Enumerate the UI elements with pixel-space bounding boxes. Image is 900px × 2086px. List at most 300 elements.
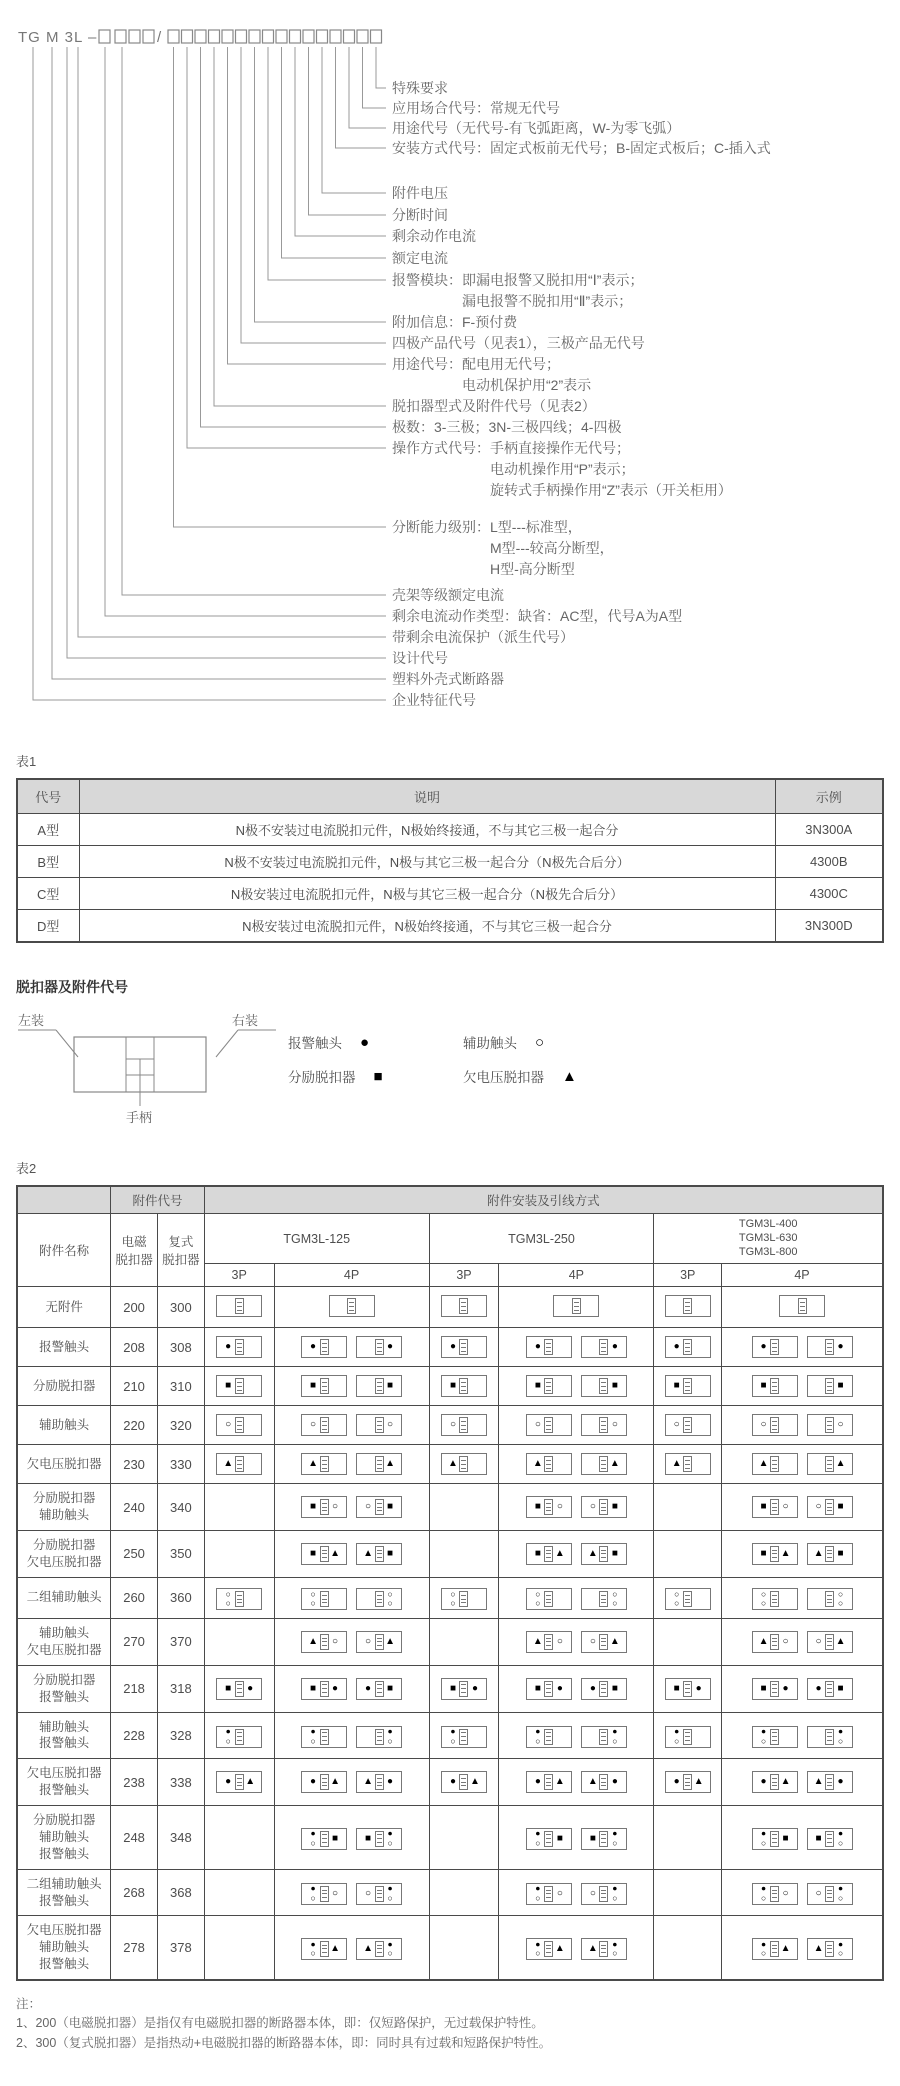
compound-code-cell: 320 (157, 1406, 204, 1445)
symbol-zone (307, 1376, 320, 1396)
breaker-diagram (526, 1414, 572, 1436)
accessory-code-table (16, 1185, 884, 1981)
handle-icon (320, 1681, 329, 1697)
mounting-diagram-cell (429, 1367, 499, 1406)
handle-icon (683, 1591, 692, 1607)
mounting-diagram-cell (274, 1531, 429, 1578)
handle-icon (825, 1831, 834, 1847)
symbol-zone (329, 1829, 342, 1849)
symbol-zone (586, 1589, 599, 1609)
handle-icon (599, 1774, 608, 1790)
diagram-group (526, 1375, 627, 1397)
symbol-zone (692, 1727, 705, 1747)
symbol-zone (608, 1415, 621, 1435)
handle-icon (798, 1298, 807, 1314)
electromagnetic-code-cell: 200 (111, 1287, 158, 1328)
mounting-diagram-cell (654, 1916, 722, 1980)
symbol-zone (531, 1337, 544, 1357)
designation-label: 旋转式手柄操作用“Z”表示（开关柜用） (490, 482, 732, 498)
undervoltage-release-symbol: ▲ (532, 1635, 543, 1647)
shunt-release-symbol: ■ (611, 1501, 618, 1513)
alarm-contact-symbol: ● (556, 1682, 563, 1694)
alarm-contact-symbol: ● (760, 1938, 767, 1949)
compound-code-cell: 340 (157, 1484, 204, 1531)
handle-icon (375, 1941, 384, 1957)
handle-icon (825, 1941, 834, 1957)
mounting-diagram-cell (204, 1445, 274, 1484)
mounting-diagram-cell (499, 1445, 654, 1484)
aux-contact-symbol: ○ (612, 1588, 618, 1599)
mounting-diagram-cell (722, 1484, 883, 1531)
diagram-group (752, 1678, 853, 1700)
designation-label: 企业特征代号 (392, 692, 476, 708)
shunt-release-symbol: ■ (225, 1682, 232, 1694)
handle-icon (375, 1456, 384, 1472)
breaker-diagram (752, 1828, 798, 1850)
accessory-symbol-legend (288, 1025, 673, 1093)
diagram-group (301, 1883, 402, 1905)
compound-code-cell: 328 (157, 1712, 204, 1759)
symbol-zone (362, 1415, 375, 1435)
diagram-group (526, 1726, 627, 1748)
handle-icon (683, 1378, 692, 1394)
aux-contact-symbol: ○ (673, 1419, 680, 1431)
symbol-zone (670, 1337, 683, 1357)
symbol-zone (531, 1679, 544, 1699)
breaker-diagram (752, 1726, 798, 1748)
aux-contact-symbol: ○ (387, 1947, 393, 1958)
undervoltage-release-symbol: ▲ (363, 1547, 374, 1559)
symbol-zone (307, 1727, 320, 1747)
symbol-zone (307, 1497, 320, 1517)
symbol-zone (468, 1337, 481, 1357)
aux-contact-symbol: ○ (674, 1588, 680, 1599)
compound-code-cell: 360 (157, 1577, 204, 1618)
handle-icon (544, 1339, 553, 1355)
aux-contact-symbol: ○ (815, 1501, 822, 1513)
breaker-diagram (807, 1631, 853, 1653)
symbol-zone (586, 1884, 599, 1904)
handle-icon (599, 1456, 608, 1472)
mounting-diagram-cell (499, 1484, 654, 1531)
handle-icon (320, 1546, 329, 1562)
breaker-diagram (301, 1453, 347, 1475)
aux-contact-symbol: ○ (760, 1837, 767, 1848)
handle-icon (320, 1831, 329, 1847)
aux-contact-symbol: ○ (815, 1887, 822, 1899)
handle-icon (825, 1591, 834, 1607)
symbol-zone (531, 1939, 544, 1959)
left-mount-label: 左装 (18, 1013, 45, 1028)
aux-contact-symbol: ○ (535, 1033, 545, 1051)
undervoltage-release-symbol: ▲ (693, 1776, 704, 1788)
undervoltage-release-symbol: ▲ (330, 1547, 341, 1559)
shunt-release-symbol: ■ (673, 1380, 680, 1392)
symbol-zone (812, 1497, 825, 1517)
shunt-release-symbol: ■ (760, 1547, 767, 1559)
diagram-group (441, 1295, 487, 1317)
symbol-zone (807, 1296, 820, 1316)
alarm-contact-symbol: ● (310, 1883, 316, 1894)
variant-code-cell: A型 (17, 814, 79, 846)
handle-icon (375, 1681, 384, 1697)
diagram-group (779, 1295, 825, 1317)
mounting-diagram-cell (429, 1328, 499, 1367)
symbol-zone (586, 1454, 599, 1474)
symbol-zone (384, 1454, 397, 1474)
handle-icon (544, 1417, 553, 1433)
alarm-contact-symbol: ● (612, 1883, 618, 1894)
release-type-header: 电磁 脱扣器 (111, 1214, 158, 1287)
diagram-group (526, 1678, 627, 1700)
table-row (17, 1712, 883, 1759)
handle-icon (320, 1729, 329, 1745)
symbol-zone (834, 1589, 847, 1609)
symbol-zone (757, 1884, 770, 1904)
designation-label: 漏电报警不脱扣用“Ⅱ”表示； (462, 293, 633, 309)
symbol-zone (586, 1679, 599, 1699)
mounting-diagram-cell (429, 1759, 499, 1806)
alarm-contact-symbol: ● (471, 1682, 478, 1694)
aux-contact-symbol: ○ (387, 1419, 394, 1431)
symbol-zone (446, 1727, 459, 1747)
undervoltage-release-symbol: ▲ (587, 1942, 598, 1954)
diagram-group (301, 1726, 402, 1748)
handle-icon (599, 1831, 608, 1847)
aux-contact-symbol: ○ (760, 1892, 767, 1903)
breaker-diagram (752, 1883, 798, 1905)
symbol-zone (531, 1415, 544, 1435)
symbol-zone (384, 1632, 397, 1652)
handle-icon (683, 1339, 692, 1355)
alarm-contact-symbol: ● (782, 1682, 789, 1694)
diagram-group (441, 1771, 487, 1793)
breaker-diagram (356, 1938, 402, 1960)
mounting-diagram-cell (429, 1484, 499, 1531)
mounting-diagram-cell (274, 1869, 429, 1916)
symbol-zone (244, 1772, 257, 1792)
diagram-group (752, 1938, 853, 1960)
breaker-diagram (356, 1453, 402, 1475)
symbol-zone (779, 1727, 792, 1747)
symbol-zone (779, 1376, 792, 1396)
handle-icon (320, 1774, 329, 1790)
breaker-diagram (301, 1883, 347, 1905)
handle-icon (599, 1681, 608, 1697)
designation-label: 安装方式代号：固定式板前无代号；B-固定式板后；C-插入式 (392, 140, 771, 156)
symbol-zone (307, 1589, 320, 1609)
designation-label: 极数：3-三极；3N-三极四线；4-四极 (392, 419, 622, 435)
designation-label: 操作方式代号：手柄直接操作无代号； (392, 440, 630, 456)
symbol-zone (244, 1337, 257, 1357)
diagram-group (752, 1631, 853, 1653)
shunt-release-symbol: ■ (310, 1380, 317, 1392)
breaker-diagram (665, 1453, 711, 1475)
frame-size-header: TGM3L-400 TGM3L-630 TGM3L-800 (654, 1214, 883, 1264)
accessory-name-cell: 分励脱扣器 欠电压脱扣器 (17, 1531, 111, 1578)
breaker-diagram (216, 1771, 262, 1793)
compound-code-cell: 300 (157, 1287, 204, 1328)
symbol-zone (222, 1727, 235, 1747)
undervoltage-release-symbol: ▲ (813, 1776, 824, 1788)
symbol-zone (222, 1337, 235, 1357)
table-row (17, 1287, 883, 1328)
shunt-release-symbol: ■ (332, 1832, 339, 1844)
diagram-group (441, 1678, 487, 1700)
mounting-diagram-cell (274, 1712, 429, 1759)
diagram-group (752, 1453, 853, 1475)
symbol-zone (446, 1589, 459, 1609)
handle-icon (599, 1546, 608, 1562)
breaker-diagram (807, 1938, 853, 1960)
handle-label: 手柄 (126, 1110, 153, 1125)
mounting-diagram-cell (204, 1712, 274, 1759)
symbol-zone (384, 1727, 397, 1747)
alarm-contact-symbol: ● (387, 1726, 393, 1737)
alarm-contact-symbol: ● (247, 1682, 254, 1694)
symbol-zone (834, 1454, 847, 1474)
shunt-release-symbol: ■ (760, 1682, 767, 1694)
aux-contact-symbol: ○ (556, 1501, 563, 1513)
mounting-diagram-cell (429, 1916, 499, 1980)
handle-icon (459, 1298, 468, 1314)
designation-label: 额定电流 (392, 250, 448, 266)
mounting-diagram-cell (204, 1619, 274, 1666)
handle-icon (770, 1681, 779, 1697)
mounting-diagram-cell (274, 1759, 429, 1806)
mounting-diagram-cell (274, 1916, 429, 1980)
symbol-zone (362, 1454, 375, 1474)
designation-label: 带剩余电流保护（派生代号） (392, 629, 574, 645)
symbol-zone (779, 1415, 792, 1435)
symbol-zone (779, 1544, 792, 1564)
breaker-diagram (301, 1375, 347, 1397)
alarm-contact-symbol: ● (332, 1682, 339, 1694)
symbol-zone (586, 1376, 599, 1396)
shunt-release-symbol: ■ (387, 1547, 394, 1559)
alarm-contact-symbol: ● (310, 1776, 317, 1788)
table-row (17, 1869, 883, 1916)
designation-label: 剩余电流动作类型：缺省：AC型，代号A为A型 (392, 608, 683, 624)
diagram-group (301, 1453, 402, 1475)
handle-icon (235, 1681, 244, 1697)
handle-icon (320, 1417, 329, 1433)
aux-contact-symbol: ○ (450, 1598, 456, 1609)
handle-icon (235, 1774, 244, 1790)
alarm-contact-symbol: ● (310, 1938, 316, 1949)
aux-contact-symbol: ○ (782, 1501, 789, 1513)
handle-icon (770, 1941, 779, 1957)
alarm-contact-symbol: ● (612, 1938, 618, 1949)
symbol-zone (757, 1939, 770, 1959)
handle-icon (320, 1456, 329, 1472)
diagram-group (301, 1496, 402, 1518)
legend-item (463, 1025, 673, 1059)
accessory-name-cell: 报警触头 (17, 1328, 111, 1367)
table1-title: 表1 (16, 754, 37, 769)
symbol-zone (586, 1829, 599, 1849)
symbol-zone (812, 1376, 825, 1396)
diagram-group (441, 1588, 487, 1610)
pole-count-header: 4P (722, 1264, 883, 1287)
aux-contact-symbol: ○ (332, 1887, 339, 1899)
shunt-release-symbol: ■ (449, 1682, 456, 1694)
symbol-zone (757, 1497, 770, 1517)
symbol-zone (222, 1454, 235, 1474)
symbol-zone (779, 1679, 792, 1699)
accessory-mounting-block (16, 1007, 900, 1132)
pole-count-header: 3P (429, 1264, 499, 1287)
symbol-zone (468, 1589, 481, 1609)
diagram-group (752, 1375, 853, 1397)
symbol-zone (834, 1829, 847, 1849)
symbol-zone (670, 1679, 683, 1699)
handle-icon (320, 1886, 329, 1902)
undervoltage-release-symbol: ▲ (554, 1547, 565, 1559)
symbol-zone (779, 1829, 792, 1849)
table-row (17, 1328, 883, 1367)
symbol-zone (553, 1454, 566, 1474)
aux-contact-symbol: ○ (450, 1735, 456, 1746)
legend-item (463, 1059, 673, 1093)
diagram-group (526, 1453, 627, 1475)
symbol-zone (329, 1497, 342, 1517)
breaker-diagram (216, 1588, 262, 1610)
symbol-zone (307, 1544, 320, 1564)
breaker-diagram (441, 1453, 487, 1475)
electromagnetic-code-cell: 218 (111, 1665, 158, 1712)
symbol-zone (757, 1337, 770, 1357)
symbol-zone (222, 1415, 235, 1435)
symbol-zone (581, 1296, 594, 1316)
accessory-name-cell: 欠电压脱扣器 (17, 1445, 111, 1484)
electromagnetic-code-cell: 278 (111, 1916, 158, 1980)
breaker-diagram (216, 1453, 262, 1475)
symbol-zone (834, 1376, 847, 1396)
symbol-zone (362, 1679, 375, 1699)
aux-contact-symbol: ○ (837, 1735, 844, 1746)
symbol-zone (812, 1829, 825, 1849)
breaker-diagram (356, 1883, 402, 1905)
table-row (17, 1759, 883, 1806)
diagram-group (526, 1828, 627, 1850)
breaker-diagram (301, 1726, 347, 1748)
symbol-zone (222, 1376, 235, 1396)
shunt-release-symbol: ■ (365, 1832, 372, 1844)
handle-icon (320, 1591, 329, 1607)
mounting-diagram-cell (429, 1577, 499, 1618)
undervoltage-release-symbol: ▲ (813, 1942, 824, 1954)
diagram-group (665, 1336, 711, 1358)
breaker-diagram (526, 1678, 572, 1700)
symbol-zone (586, 1772, 599, 1792)
aux-contact-symbol: ○ (365, 1635, 372, 1647)
diagram-group (216, 1336, 262, 1358)
diagram-group (665, 1726, 711, 1748)
mounting-diagram-cell (429, 1287, 499, 1328)
diagram-group (301, 1771, 402, 1793)
diagram-group (665, 1295, 711, 1317)
symbol-zone (356, 1296, 369, 1316)
accessory-name-cell: 欠电压脱扣器 报警触头 (17, 1759, 111, 1806)
aux-contact-symbol: ○ (612, 1598, 618, 1609)
handle-icon (544, 1456, 553, 1472)
alarm-contact-symbol: ● (612, 1726, 618, 1737)
breaker-diagram (301, 1336, 347, 1358)
alarm-contact-symbol: ● (365, 1682, 372, 1694)
symbol-zone (834, 1544, 847, 1564)
alarm-contact-symbol: ● (837, 1776, 844, 1788)
mounting-diagram-cell (499, 1577, 654, 1618)
handle-icon (683, 1729, 692, 1745)
table-row (17, 814, 883, 846)
symbol-zone (446, 1337, 459, 1357)
n-pole-variant-table (16, 778, 884, 943)
diagram-group (752, 1828, 853, 1850)
mounting-diagram-cell (274, 1665, 429, 1712)
symbol-zone (834, 1337, 847, 1357)
symbol-zone (384, 1544, 397, 1564)
mounting-diagram-cell (654, 1287, 722, 1328)
handle-icon (825, 1456, 834, 1472)
mounting-diagram-cell (722, 1619, 883, 1666)
symbol-zone (834, 1939, 847, 1959)
symbol-zone (329, 1632, 342, 1652)
mounting-diagram-cell (654, 1367, 722, 1406)
symbol-zone (586, 1727, 599, 1747)
symbol-zone (692, 1296, 705, 1316)
diagram-group (441, 1726, 487, 1748)
table-row (17, 1367, 883, 1406)
handle-icon (459, 1339, 468, 1355)
mounting-diagram-cell (722, 1531, 883, 1578)
handle-icon (375, 1634, 384, 1650)
breaker-diagram (581, 1375, 627, 1397)
handle-icon (770, 1499, 779, 1515)
aux-contact-symbol: ○ (310, 1837, 316, 1848)
variant-desc-cell: N极安装过电流脱扣元件，N极与其它三极一起合分（N极先合后分） (79, 878, 775, 910)
symbol-zone (362, 1337, 375, 1357)
breaker-diagram (441, 1588, 487, 1610)
designation-label: 分断能力级别：L型---标准型， (392, 519, 582, 535)
symbol-zone (384, 1772, 397, 1792)
breaker-diagram (329, 1295, 375, 1317)
diagram-group (329, 1295, 375, 1317)
shunt-release-symbol: ■ (373, 1067, 383, 1085)
handle-icon (347, 1298, 356, 1314)
breaker-diagram (752, 1375, 798, 1397)
symbol-zone (834, 1727, 847, 1747)
symbol-zone (244, 1415, 257, 1435)
aux-contact-symbol: ○ (310, 1419, 317, 1431)
handle-icon (770, 1546, 779, 1562)
mounting-diagram-cell (722, 1577, 883, 1618)
mounting-diagram-cell (499, 1287, 654, 1328)
mounting-diagram-cell (204, 1759, 274, 1806)
symbol-zone (531, 1589, 544, 1609)
symbol-zone (329, 1415, 342, 1435)
handle-icon (375, 1339, 384, 1355)
symbol-zone (362, 1376, 375, 1396)
handle-icon (825, 1886, 834, 1902)
symbol-zone (553, 1544, 566, 1564)
symbol-zone (812, 1727, 825, 1747)
handle-icon (599, 1941, 608, 1957)
compound-code-cell: 350 (157, 1531, 204, 1578)
symbol-zone (692, 1337, 705, 1357)
svg-text:TG M 3L –: TG M 3L – (18, 29, 98, 46)
symbol-zone (692, 1772, 705, 1792)
